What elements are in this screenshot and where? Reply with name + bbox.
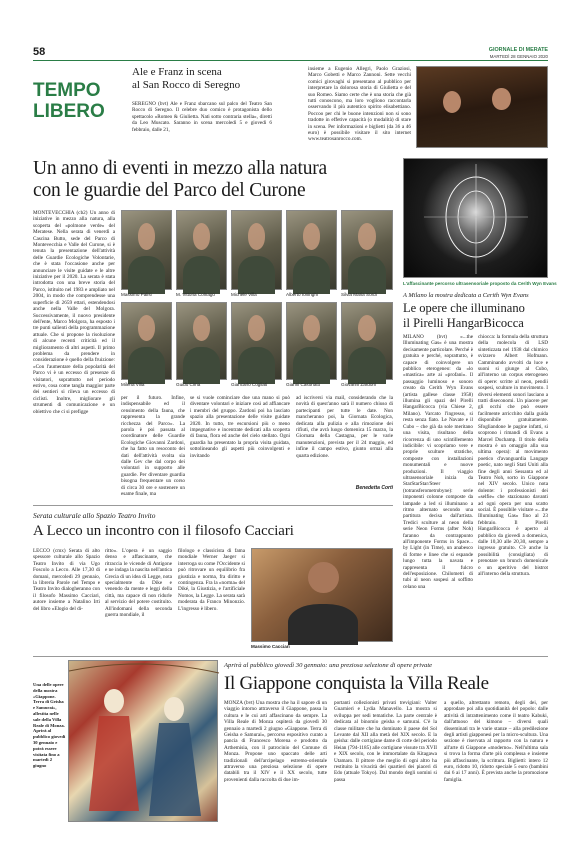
guard-caption: Alberto Ioninghi [286, 292, 318, 297]
neon-sculpture-graphic [404, 159, 549, 279]
guard-caption: Michele Villa [231, 292, 257, 297]
section-title-line2: LIBERO [33, 101, 105, 122]
giappone-headline: Il Giappone conquista la Villa Reale [224, 673, 489, 694]
section-title [33, 80, 129, 122]
theatre-headline-line2: al San Rocco di Seregno [132, 78, 241, 91]
evans-body-col1: MILANO (bvt) «...the Illuminating Gas» è una mostra decisamente particolare. Perché è gratuita e perché, soprattutto, è capace di coinvolgere un pubblico eterogeneo: da «lo «mastica» arte ai «profani». Il passaggio luminoso e sonoro creato da Cerith Wyn Evans (artista gallese classe 1958) illumina gli spazi del Pirelli HangarBicocca (via Chiese 2, Milano). Varcato l'ingresso, si resta senza fiato. Le Navate e il Cubo – che già da sole meritano una visita, risultano della ricorrenza di uno scintillemento indicibile: vi scopriamo vere e proprie sculture stratiche, composte con installazioni monumentali e nuove produzioni. Il viaggio ultrasensoriale inizia da StarStarStar/Steer (totransferometrobyne): serie imponenti colonne composte da lampade a led si illuminano a ritmo alternato secondo una partitura decisa dall'artista. Tredici sculture al neon della serie Neon Forms (after Noh) faranno da contrappunto all'imponente Forms in Space... by Light (in Time), un anabesco di forme e linee che si espande lungo tutta la navata e rappresenta il fulcro dell'esposizione. Chilometri di tubi al neon sospesi al soffitto celano una [403, 334, 473, 590]
evans-headline-line2: il Pirelli HangarBicocca [403, 315, 524, 330]
header-rule [33, 60, 548, 61]
cacciari-body-col3: filologo e classicista di fama mondiale Werner Jaeger si interroga su come l'Occidente si può ritrovare un equilibrio fra giustizia e norma, fra diritto e contingenza. Fra la «norma» del Diké, la Giustizia, e l'artificiale Nomos, la Legge. La serata sarà moderata da Franco Minonzio. L'ingresso è libero. [178, 548, 245, 612]
theatre-headline-line1: Ale e Franz in scena [132, 66, 222, 78]
guard-photo [341, 302, 393, 380]
guard-caption: M. Vittoria Colnago [176, 292, 215, 297]
cacciari-kicker: Serata culturale allo Spazio Teatro Invito [33, 511, 156, 520]
page-number: 58 [33, 46, 46, 58]
guard-caption: Guido Cima [176, 382, 201, 387]
cacciari-photo [251, 548, 393, 642]
giappone-body-col1: MONZA (bvt) Una mostra che ha il sapore di un viaggio intorno attraverso il Giappone, passa la cultura e le cui arti affascinano da sempre. La Villa Reale di Monza ospiterà da giovedì 30 gennaio a martedì 2 giugno «Giappone. Terra di Geisha e Samurai», percorso espositivo curato a pancia di Francesco Morena e prodotto da Arthemisia, con il patrocinio del Comune di Monza. Propone uno spaccato delle arti tradizionali dell'arcipelago estremo-orientale attraverso una preziosa selezione di opere databili tra il XIV e il XX secolo, tutte provenienti dalla raccolta di due im- [224, 700, 327, 783]
guard-photo [121, 302, 172, 380]
curone-headline [33, 158, 393, 202]
giappone-side-caption: Una delle opere della mostra «Giappone. Terra di Geisha e Samurai», allestita nelle sale della Villa Reale di Monza. Aprirà al pubblico giovedì 30 gennaio e potrà essere visitata fino a martedì 2 giugno [33, 682, 66, 769]
giappone-kicker: Aprirà al pubblico giovedì 30 gennaio: una preziosa selezione di opere private [224, 662, 433, 669]
giappone-body-col2: portanti collezionisti privati trevigiani: Valter Guarnieri e Lydia Manavello. La mostra si sviluppa per sedi tematiche. La parte centrale è dedicata al binomio geisha e samurai. C'è la classe militare che ha dominato il paese del Sol Levante dal XII alla metà del XIX secolo. E la geisha: dalle cortigiane dame di corte del periodo Heian (794-1185) alle cortigiane vissute tra XVII e XIX secolo, con le immortalate da Kitagawa Utamaro. Il pittore che meglio di ogni altro ha restituito la vivacità dei quartieri dei piaceri di Edo (attuale Tokyo). Dal mondo degli uomini si passa [334, 700, 437, 783]
cacciari-headline: A Lecco un incontro con il filosofo Cacciari [33, 523, 294, 539]
evans-photo-caption: L'affascinante percorso ultrasensoriale proposto da Cerith Wyn Evans [403, 281, 557, 286]
curone-headline-line1: Un anno di eventi in mezzo alla natura [33, 158, 327, 179]
curone-body-col3: se si vuole cominciare due una mano si può diventare volontari e iniziare così ad affiancare i membri del gruppo. Zardoni poi ha lasciato spazio alla presentazione delle visite guidate 2020. In tutto, tre escursioni più o meno impegnative e incentrate dedicati alla scoperta di fauna, flora ed anche del cielo stellato. Ogni guardia ha presentato la propria visita guidata, sottolineando gli aspetti più coinvolgenti e invitando [190, 395, 290, 459]
section-title-line1: TEMPO [33, 80, 101, 101]
guard-photo [121, 210, 172, 290]
guard-photo [176, 302, 227, 380]
evans-kicker: A Milano la mostra dedicata a Cerith Wyn Evans [403, 292, 529, 299]
guard-caption: Milena Villa [121, 382, 145, 387]
theatre-body-col1: SEREGNO (bvt) Ale e Franz sbarcano sul palco del Teatro San Rocco di Seregno. Il celebre duo comico è protagonista dello spettacolo «Romeo & Giulietta. Nati sotto contraria stella», diretti da Leo Muscato. Saranno in scena mercoledì 5 e giovedì 6 febbraio, dalle 21, [132, 101, 272, 133]
giappone-body-col3: a quello, altrettanto remoto, degli dei, per approdare poi alla quotidianità del popolo: dalle attività di intrattenimento come il teatro Kabuki, dall'attuoso del kimono – diversi quali disseminati tra le varie stanze – alla predilezione degli artisti giapponesi per la micro-scultura. Una sezione è riservata al rapporto con la natura e all'arte di Giappone «moderno». Nell'ultima sala si trova la forma d'arte più complessa e insieme più affascinante, la scrittura. Biglietti: intero 12 euro, ridotto 10, ridotto speciale 5 euro (bambini dai 6 ai 17 anni). È prevista anche la promozione famiglia. [444, 700, 548, 783]
cacciari-body-col2: ritto». L'opera è un saggio denso e affascinante, che ritraccia le vicende di Antigone e ne indaga la nascita nell'antica Grecia di un idea di Legge, nota specialmente da Dike e venendo da mente e leggi della città, ma capace di non ridurle al servizio del potere costituito. All'indomani della seconda guerra mondiale, il [105, 548, 172, 619]
theatre-headline [132, 66, 302, 91]
evans-headline-line1: Le opere che illuminano [403, 301, 525, 315]
guards-photo-grid [121, 210, 393, 390]
guard-photo [176, 210, 227, 290]
theatre-photo [416, 66, 548, 148]
evans-body-col2: chiocca: la formula della struttura della molecola di LSD sintetizzata nel 1938 dal chimico svizzero Albert Hofmann. Camminando avvolti da luce e suoni si giunge al Cubo, all'interno un corpus eterogeneo di opere: scritte al neon, pendii sospesi, sculture in movimento. I diversi elementi sonori lasciano a tratti diseconomi. Un piacere per gli occhi che può essere facilmente arricchito dalla guida disponibile gratuitamente. Sfogliandone le pagine infatti, si scoprono i rimandi di Evans a Marcel Duchamp. Il titolo della mostra è un omaggio alla sua ultima opera): al movimento poetico d'avanguardia Langage poetic, nato negli Stati Uniti alla fine degli anni Sessanta ed al Teatro Noh, sorto in Giappone nel XIV secolo. Unico nota dolente: i professionisti dei «selfie» che stazionano davanti ad ogni opera per una scatto social. È possibile visitare «...the Illuminating Gas» fino al 23 febbraio. Il Pirelli HangarBicocca è aperto al pubblico da giovedì a domenica, dalle 10,30 alle 20,30, sempre a ingresso gratuito. C'è anche la possibilità (consigliata) di prenotare un brunch domenicale o un aperitivo del bistrot all'interno della struttura. [478, 334, 549, 578]
guard-photo [231, 302, 282, 380]
giappone-rule [33, 656, 548, 657]
guard-caption: Gianni Casonato [286, 382, 321, 387]
giappone-artwork-photo [68, 660, 218, 822]
guard-caption: Silvia Maria Sordi [341, 292, 377, 297]
issue-date: MARTEDÌ 28 GENNAIO 2020 [489, 54, 548, 59]
cacciari-rule [33, 505, 393, 506]
curone-headline-line2: con le guardie del Parco del Curone [33, 180, 306, 201]
ukiyoe-figures-graphic [69, 661, 219, 823]
guard-caption: Giovanni Zardoni [341, 382, 376, 387]
guard-photo [286, 302, 337, 380]
curone-body-col4: ad iscriversi via mail, considerando che la novità di quest'anno sarà il numero chiuso di partecipanti per tutte le date. Non mancheranno poi, la Giornata Ecologica, dedicata alla pulizia e alla rimozione dei rifiuti, che avrà luogo domenica 15 marzo, la Giornata della Castagna, per le varie manutenzioni, prevista per il 24 maggio, ed infine il campo estivo, giunto ormai alla quarta edizione. [296, 395, 393, 459]
guard-photo [231, 210, 282, 290]
giappone-side-block [33, 660, 66, 820]
guard-photo [341, 210, 393, 290]
guard-photo [286, 210, 337, 290]
cacciari-photo-caption: Massimo Cacciari [251, 644, 290, 649]
guard-caption: Giancarlo Cogliati [231, 382, 268, 387]
curone-body-col1: MONTEVECCHIA (cb2) Un anno di iniziative in mezzo alla natura, alla scoperta del «polmone verde» del Meratese. Nella serata di venerdì a Cascina Butto, sede del Parco di Montevecchia e Valle del Curone, si è tenuta la presentazione dell'attività delle Guardie Ecologiche Volontarie, che è stata l'occasione anche per annunciare le visite guidate e le altre iniziative per il 2020. La serata è stata introdotta con una breve storia del Parco, istituito nel 1983 e ampliato nel 2004, in modo che comprendesse una superficie di 2659 ettari, estendendosi anche nella Valle del Molgora. Successivamente, il nuovo presidente dell'ente, Marco Molgora, ha esposto i tre punti salienti della programmazione attuale. Che si propone la risoluzione di alcune recenti criticità ed il miglioramento di altri aspetti. Il primo problema da prendere in considerazione è quello della fruizione: «Con l'aumentare della popolarità del Parco vi è un eccesso di presenze di visitatori, soprattutto nel periodo estivo, cosa come tangla maggior parte dei sentieri si rileva un eccesso di ciclisti. Inoltre, migliorare gli strumenti di comunicazione e un obiettivo che ci si prefigge [33, 210, 115, 415]
guard-caption: Massimo Palisi [121, 292, 152, 297]
theatre-body-col2: insieme a Eugenio Allegri, Paolo Graziosi, Marco Gobetti e Marco Zannoni. Sette vecchi comici girovaghi si presentano al pubblico per interpretare la dolorosa storia di Giulietta e del suo Romeo. Siamo certe che è una storia che già tutti conoscono, ma loro vogliono raccontarla osservando il più autentico spirito elisabettiano. Poccoo per chi le buone intenzioni non si sono tradotte in effetive capacità (o modalità) di stare in scena. Per informazioni e biglietti (da 36 a 46 euro) è possibile visitare il sito internet www.teatrosanrocco.com. [308, 66, 411, 143]
evans-photo [403, 158, 548, 278]
curone-body-col2: per il futuro. Infine, indispensabile ed il censimento della fauna, che rappresenta la grande ricchezza del Parco». La parola è poi passata al coordinatore delle Guardie Ecologiche Giovanni Zardoni, che ha fatto un resoconto dei dati dell'attività svolta sia dalle Gev che dal corpo dei volontari in supporto alle guardie. Per diventare guardia bisogna frequentare un corso di circa 30 ore e sostenere un esame finale, ma [121, 395, 185, 498]
cacciari-body-col1: LECCO (cmx) Serata di alto spessore culturale allo Spazio Teatro Invito di via Ugo Foscolo a Lecco. Alle 17,30 di domani, mercoledì 29 gennaio, la libreria Parole nel Tempo e Teatro Invito dialogheranno con il filosofo Massimo Cacciari, autore insieme a Natalino Irti del libro «Elogio del di- [33, 548, 100, 612]
newspaper-name: GIORNALE DI MERATE [488, 47, 548, 53]
curone-byline: Benedetta Corti [355, 485, 393, 491]
evans-headline [403, 301, 548, 330]
